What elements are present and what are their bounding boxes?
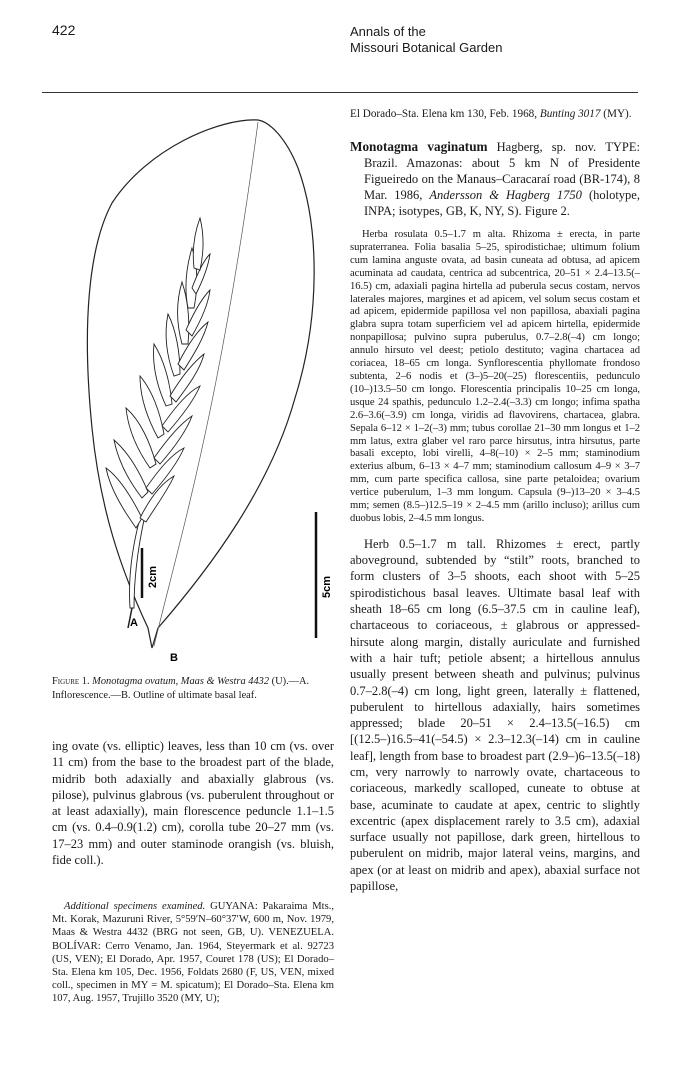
- journal-title-line1: Annals of the: [350, 24, 426, 39]
- header-rule: [42, 92, 638, 93]
- taxon-authority: Hagberg, sp. nov.: [496, 140, 597, 154]
- leaf-midrib: [154, 122, 258, 646]
- figure-caption: [52, 675, 332, 702]
- figure-caption-collector: Maas & Westra 4432: [180, 676, 270, 687]
- right-column: [350, 108, 640, 894]
- journal-title-line2: Missouri Botanical Garden: [350, 40, 503, 55]
- taxon-name: Monotagma vaginatum: [350, 139, 488, 154]
- continuation-paragraph: [350, 108, 640, 121]
- type-label: TYPE:: [605, 140, 640, 154]
- label-b: B: [170, 652, 178, 664]
- type-text: Brazil. Amazonas: about 5 km N of Presidente Figueiredo on the Manaus–Caracaraí road (BR-174), 8 Mar. 1986,: [364, 156, 640, 202]
- figure-caption-label: Figure 1.: [52, 676, 90, 687]
- scale-label-2cm: 2cm: [147, 565, 159, 588]
- label-a: A: [130, 617, 138, 629]
- english-description: Herb 0.5–1.7 m tall. Rhizomes ± erect, partly aboveground, subtended by “stilt” roots, branched to form clusters of 3–5 shoots, each shoot with 5–25 spirodistichous basal leaves. Ultimate basal leaf with sheath 18–65 cm long (6.5–37.5 cm in cauline leaf), chartaceous to coriaceous, ± glabrous or appressed-hirsute along margin, distally auriculate and furnished with a hair tuft; petiole absent; a hirtellous annulus usually present between sheath and pulvinus; pulvinus 0.7–2.8(–4) cm long, light green, laterally ± flattened, puberulent to hirtellous adaxially, hairs sometimes appressed; blade 20–51 × 2.4–13.5(–16.5) cm [(12.5–)16.5–41(–54.5) × 2.3–12.3(–14) cm in cauline leaf], length from base to broadest part (2.9–)6–13.5(–18) cm, very narrowly to narrowly ovate, chartaceous to coriaceous, markedly scalloped, cuneate to obtuse at base, acuminate to caudate at apex, centric to slightly excentric (apex displacement rarely to 3.5 cm), adaxial surface usually not papillose, dark green, hirtellous to puberulent on midrib, major lateral veins, margins, and apex (or at least on midrib and apex), abaxial surface not papillose,: [350, 536, 640, 894]
- type-rest: (holotype, INPA; isotypes, GB, K, NY, S). Figure 2.: [364, 188, 640, 218]
- continuation-collector: Bunting 3017: [539, 108, 601, 120]
- latin-description: Herba rosulata 0.5–1.7 m alta. Rhizoma ± erecta, in parte supraterranea. Folia basalia 5–25, spirodistichae; ultimum folium cum lamina anguste ovata, ad basin cuneata ad obtusa, ad apicem acuminata ad caudata, centrica ad subcentrica, 20–51 × 2.4–13.5(–16.5) cm, adaxiali pagina hirtella ad puberula secus costam, nervos laterales majores, margines et ad apicem, vel solum secus costam et ad apicem, epidermide papillosa vel non papillosa, abaxiali pagina glabra supra totam superficiem vel ad apicem hirtella, epidermide nonpapillosa; pulvino supra puberulus, 0.7–2.8(–4) cm longo; annulo hirsuto vel deest; petiolo destituto; vagina chartacea ad coriacea, 18–65 cm longa. Synflorescentia phyllomate frondoso subtenta, 2–6 nodis et (3–)5–20(–25) florescentiis, pedunculo (10–)13.5–50 cm longo. Florescentia principalis 10–25 cm longa, usque 24 spathis, pedunculo 1.2–2.4(–3.3) cm longo; infima spatha 2.6–3.6(–3.9) cm longa, viridis ad flavovirens, chartacea, glabra. Sepala 6–12 × 1–2(–3) mm; tubus corollae 21–30 mm longus et 1–2 mm latus, extra glaber vel raro parce hirsutus, intra hirsutus, parte basali excepto, lobi virelli, 4–8(–10) × 2–5 mm; staminodium exterius album, 6–13 × 4–7 mm; staminodium callosum 4–9 × 3–7 mm, cum parte specifica callosa, sine parte petaloidea; ovarium vertice puberulum, 1–3 mm longum. Capsula (9–)13–20 × 3–4.5 mm; semen (8.5–)12.5–19 × 2–4.5 mm (arillo incluso); arillus cum duobus lobis, 2–4.5 mm longus.: [350, 229, 640, 524]
- taxon-heading: [350, 139, 640, 219]
- figure-caption-rest: (U).—A. Inflorescence.—B. Outline of ultimate basal leaf.: [52, 676, 310, 701]
- figure-illustration: [70, 108, 340, 668]
- page-number: 422: [52, 22, 76, 38]
- inflorescence: [106, 218, 210, 608]
- scale-label-5cm: 5cm: [321, 575, 333, 598]
- specimens-text: GUYANA: Pakaraima Mts., Mt. Korak, Mazuruni River, 5°59′N–60°37′W, 600 m, Nov. 1979, Maas & Westra 4432 (BRG not seen, GB, U). VENEZUELA. BOLÍVAR: Cerro Venamo, Jan. 1964, Steyermark et al. 92723 (US, VEN); El Dorado, Apr. 1957, Couret 178 (US); El Dorado–Sta. Elena km 105, Dec. 1956, Foldats 2680 (F, US, VEN, mixed coll., specimen in MY = M. spicatum); El Dorado–Sta. Elena km 107, Aug. 1957, Trujillo 3520 (MY, U);: [52, 901, 334, 1005]
- type-collector: Andersson & Hagberg 1750: [429, 188, 582, 202]
- continuation-text: El Dorado–Sta. Elena km 130, Feb. 1968,: [350, 108, 538, 120]
- specimens-heading: Additional specimens examined.: [64, 901, 206, 912]
- left-body-text: ing ovate (vs. elliptic) leaves, less than 10 cm (vs. over 11 cm) from the base to the broadest part of the blade, midrib both adaxially and abaxially glabrous (vs. pilose), pulvinus glabrous (vs. puberulent throughout or at least adaxially), main florescence peduncle 1.1–1.5 cm (vs. 0.4–0.9(1.2) cm), corolla tube 20–27 mm (vs. 17–23 mm) and outer staminode orangish (vs. bluish, fide coll.).: [52, 739, 334, 868]
- journal-title: [350, 24, 502, 56]
- figure-caption-taxon: Monotagma ovatum,: [92, 676, 179, 687]
- leaf-outline: [87, 120, 314, 648]
- continuation-herbarium: (MY).: [603, 108, 632, 120]
- additional-specimens: [52, 900, 334, 1006]
